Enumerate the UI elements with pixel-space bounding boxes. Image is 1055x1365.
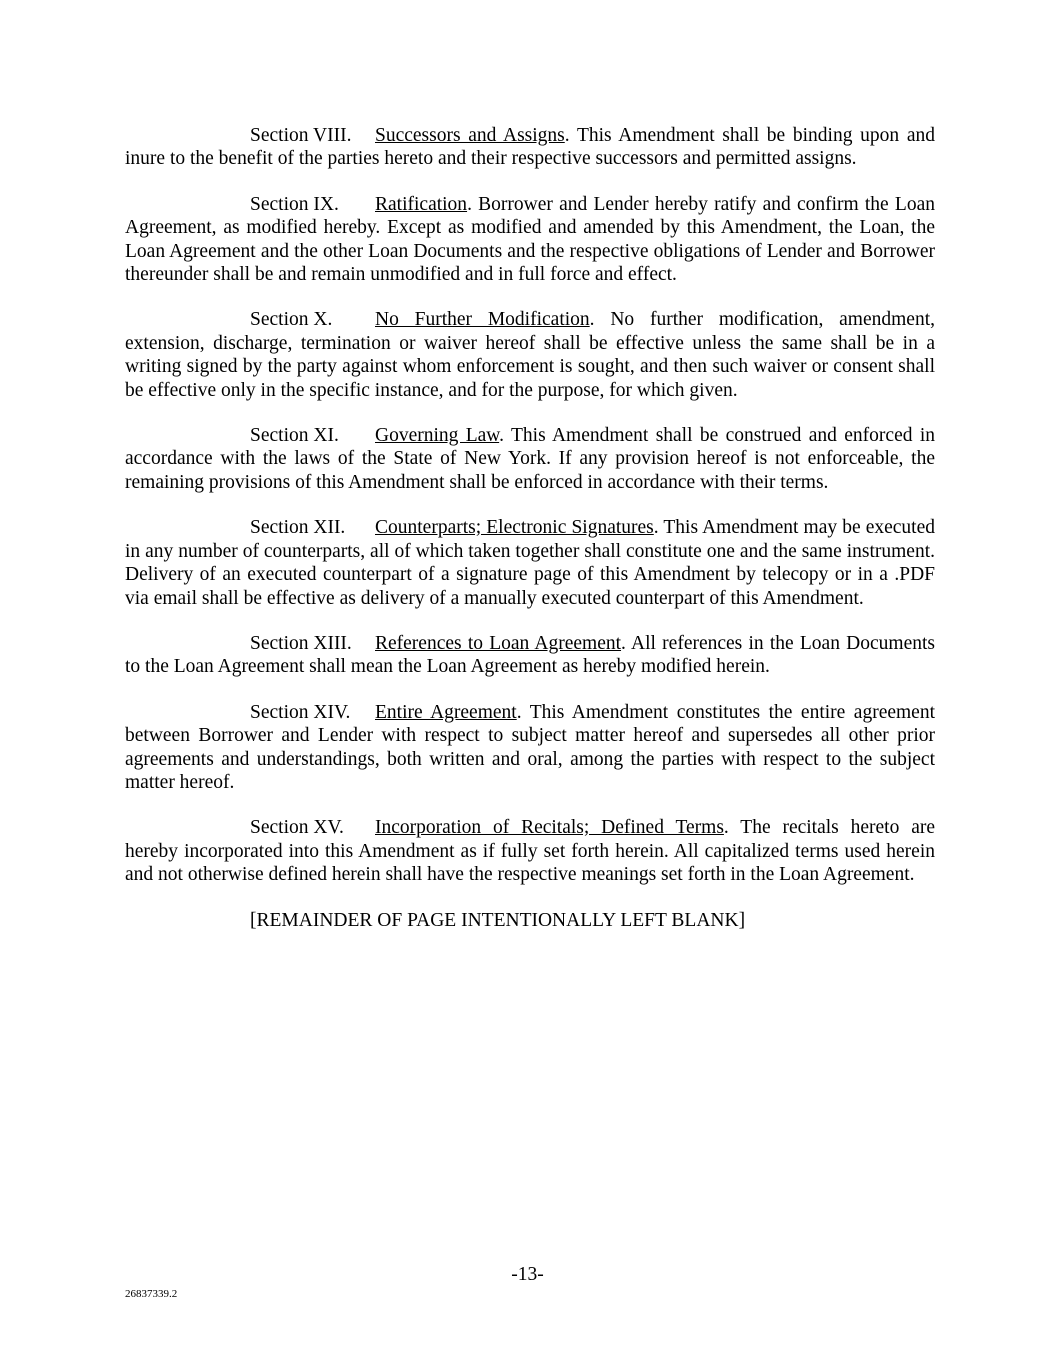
section-body: . Borrower and Lender hereby ratify and confirm the Loan Agreement, as modified hereby. Except as modified and amended by this Amendment, the Loan, the Loan Agreement and the other Loan Documents and the respective obligations of Lender and Borrower thereunder shall be and remain unmodified and in full force and effect. <box>125 193 935 286</box>
section-xiii <box>125 632 935 679</box>
section-heading: No Further Modification <box>375 309 590 331</box>
section-heading: Ratification <box>375 193 468 215</box>
section-lead: Section IX. <box>250 193 339 215</box>
section-body: . All references in the Loan Documents to the Loan Agreement shall mean the Loan Agreement as hereby modified herein. <box>125 632 935 678</box>
section-heading: Incorporation of Recitals; Defined Terms <box>375 817 724 839</box>
section-body: . The recitals hereto are hereby incorporated into this Amendment as if fully set forth herein. All capitalized terms used herein and not otherwise defined herein shall have the respective meanings set forth in the Loan Agreement. <box>125 817 935 886</box>
section-lead: Section VIII. <box>250 125 352 146</box>
section-viii <box>125 124 935 171</box>
section-lead: Section X. <box>250 309 333 331</box>
section-ix <box>125 193 935 287</box>
section-body: . No further modification, amendment, extension, discharge, termination or waiver hereof shall be effective unless the same shall be in a writing signed by the party against whom enforcement is sought, and then such waiver or consent shall be effective only in the specific instance, and for the purpose, for which given. <box>125 309 935 401</box>
section-xii <box>125 516 935 610</box>
remainder-note: [REMAINDER OF PAGE INTENTIONALLY LEFT BLANK] <box>250 909 746 931</box>
section-heading: Governing Law <box>375 425 500 447</box>
section-lead: Section XV. <box>250 817 344 839</box>
page-number: -13- <box>511 1264 544 1285</box>
section-x <box>125 308 935 402</box>
section-xv <box>125 816 935 886</box>
section-heading: References to Loan Agreement <box>375 632 622 654</box>
section-lead: Section XIII. <box>250 632 352 654</box>
section-body: . This Amendment may be executed in any number of counterparts, all of which taken together shall constitute one and the same instrument. Delivery of an executed counterpart of a signature page of this Amendment by telecopy or in a .PDF via email shall be effective as delivery of a manually executed counterpart of this Amendment. <box>125 517 936 609</box>
section-xi <box>125 424 935 494</box>
section-body: . This Amendment shall be binding upon and inure to the benefit of the parties hereto and their respective successors and permitted assigns. <box>125 125 935 170</box>
section-heading: Entire Agreement <box>375 701 517 723</box>
section-body: . This Amendment shall be construed and enforced in accordance with the laws of the State of New York. If any provision hereof is not enforceable, the remaining provisions of this Amendment shall be enforced in accordance with their terms. <box>125 425 935 493</box>
section-heading: Successors and Assigns <box>375 125 565 146</box>
section-heading: Counterparts; Electronic Signatures <box>375 517 654 539</box>
section-lead: Section XI. <box>250 425 339 447</box>
document-id: 26837339.2 <box>125 1288 178 1300</box>
document-page <box>125 124 935 932</box>
section-body: . This Amendment constitutes the entire agreement between Borrower and Lender with respect to subject matter hereof and supersedes all other prior agreements and understandings, both written and oral, among the parties with respect to the subject matter hereof. <box>125 701 935 793</box>
section-lead: Section XII. <box>250 517 346 539</box>
section-xiv <box>125 701 935 795</box>
section-lead: Section XIV. <box>250 701 351 723</box>
